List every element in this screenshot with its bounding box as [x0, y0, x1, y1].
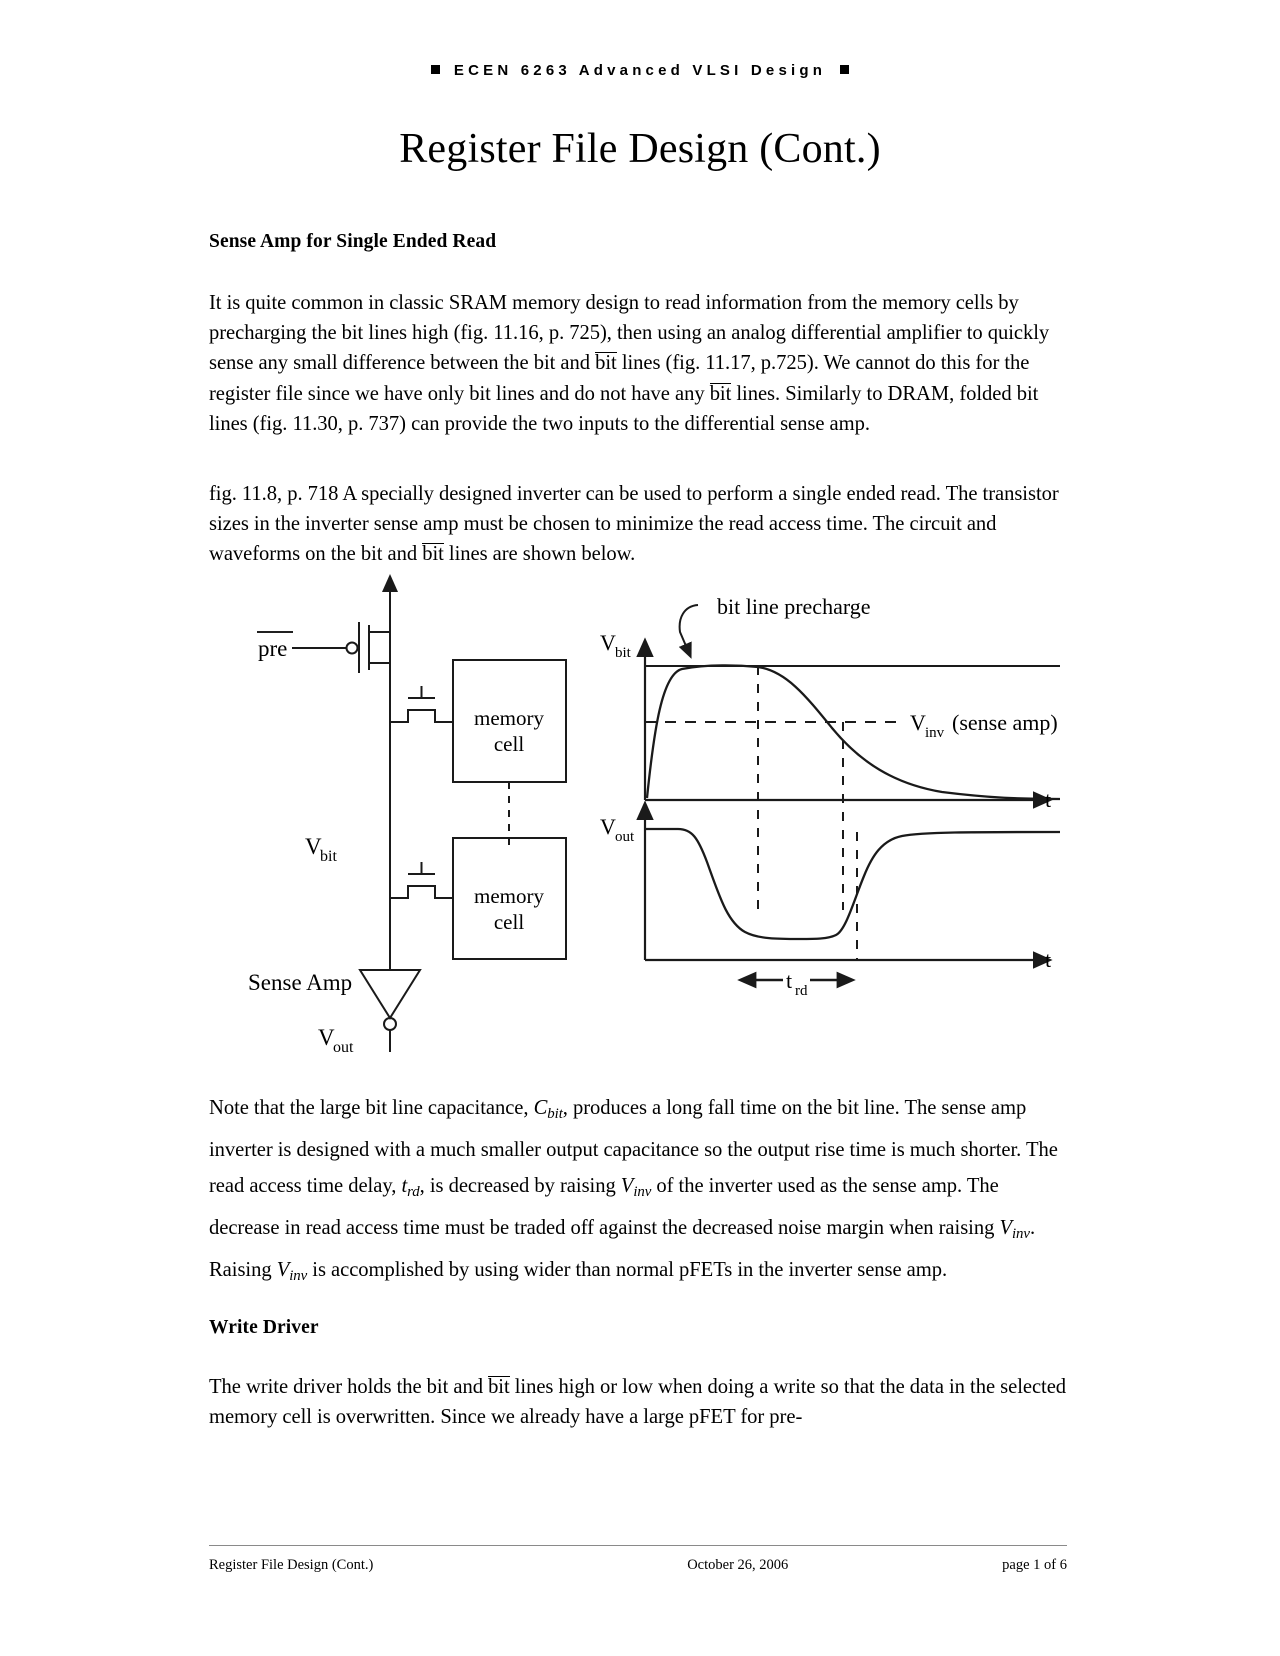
memory-cell-lower-line2: cell: [493, 910, 525, 934]
circuit-labels: [248, 632, 544, 1056]
footer-page-number: page 1 of 6: [1002, 1557, 1067, 1573]
t-rd-symbol: t: [401, 1175, 408, 1198]
section-heading-write-driver: Write Driver: [209, 1317, 319, 1338]
bit-bar-4: bit: [488, 1376, 510, 1398]
trd-label: t: [786, 968, 793, 993]
paragraph-capacitance: [209, 1090, 1067, 1295]
t-rd-subscript: rd: [407, 1184, 420, 1201]
page-title: Register File Design (Cont.): [399, 126, 881, 172]
vinv-label-sub: inv: [925, 725, 945, 741]
section-heading-sense-amp: Sense Amp for Single Ended Read: [209, 231, 497, 252]
p3-text-c: , is decreased by raising: [419, 1175, 621, 1198]
page-footer: [209, 1557, 1067, 1574]
p1-text-b: lines (fig. 11.17, p.725). We cannot do this for the register file since we have only bit lines and do not have any: [209, 352, 1030, 405]
v-inv-subscript-1: inv: [633, 1184, 652, 1201]
vout-circuit-label: V: [318, 1025, 335, 1050]
nfet-upper-sd-path: [390, 710, 453, 722]
figure-sense-amp-circuit-and-waveforms: [230, 570, 1090, 1080]
square-bullet-icon-left: [431, 65, 440, 74]
precharge-annotation-arrow: [680, 605, 698, 646]
p3-text-a: Note that the large bit line capacitance,: [209, 1097, 534, 1119]
v-inv-subscript-3: inv: [289, 1268, 308, 1285]
c-bit-subscript: bit: [547, 1106, 563, 1123]
pre-label: pre: [258, 636, 288, 661]
vout-waveform-curve: [645, 829, 1060, 939]
precharge-annotation-label: bit line precharge: [717, 594, 871, 619]
vinv-label: V: [910, 710, 926, 735]
paragraph-intro: [209, 288, 1067, 439]
vout-circuit-sub: out: [333, 1039, 354, 1056]
v-inv-symbol-2: V: [999, 1217, 1012, 1240]
bit-bar-3: bit: [422, 543, 444, 566]
running-header: [0, 62, 1280, 79]
time-axis-label-bottom: t: [1045, 947, 1052, 972]
p3-text-e: . Raising: [209, 1217, 1036, 1282]
p2-text-b: lines are shown below.: [443, 543, 636, 566]
running-header-text: ECEN 6263 Advanced VLSI Design: [453, 62, 827, 79]
p3-text-f: is accomplished by using wider than normal pFETs in the inverter sense amp.: [307, 1259, 948, 1282]
p4-text-a: The write driver holds the bit and: [209, 1376, 489, 1398]
footer-divider: [209, 1545, 1067, 1546]
memory-cell-upper-line2: cell: [493, 732, 525, 756]
p3-text-b: , produces a long fall time on the bit line. The sense amp inverter is designed with a much smaller output capacitance so the output rise time is much shorter. The read access time delay,: [209, 1097, 1058, 1198]
pfet-inversion-bubble: [347, 643, 358, 654]
trd-label-sub: rd: [795, 983, 808, 999]
vbit-axis-label: V: [600, 630, 616, 655]
nfet-lower-sd-path: [390, 886, 453, 898]
p1-text-a: It is quite common in classic SRAM memory design to read information from the memory cells by precharging the bit lines high (fig. 11.16, p. 725), then using an analog differential amplifier to quickly sense any small difference between the bit and: [209, 292, 1050, 375]
time-axis-label-top: t: [1045, 787, 1052, 812]
p2-text-a: fig. 11.8, p. 718 A specially designed inverter can be used to perform a single ended read. The transistor sizes in the inverter sense amp must be chosen to minimize the read access time. The circuit and waveforms on the bit and: [209, 483, 1059, 566]
bit-bar-2: bit: [709, 382, 732, 405]
v-inv-symbol-3: V: [276, 1259, 290, 1282]
memory-cell-lower-line1: memory: [474, 884, 544, 908]
paragraph-fig-118: [209, 479, 1067, 570]
memory-cell-upper-line1: memory: [474, 706, 544, 730]
footer-left: Register File Design (Cont.): [209, 1557, 374, 1573]
vout-axis-label-sub: out: [615, 829, 635, 845]
bit-bar-1: bit: [595, 352, 617, 375]
figure-svg: [230, 570, 1090, 1080]
c-bit-symbol: C: [533, 1097, 548, 1119]
p1-text-c: lines. Similarly to DRAM, folded bit lines (fig. 11.30, p. 737) can provide the two inputs to the differential sense amp.: [209, 382, 1039, 435]
sense-amp-label: Sense Amp: [248, 970, 353, 995]
v-inv-subscript-2: inv: [1011, 1226, 1030, 1243]
inverter-triangle: [360, 970, 420, 1018]
waveform-group: [600, 594, 1060, 999]
vbit-circuit-label: V: [305, 834, 322, 859]
footer-date: October 26, 2006: [687, 1557, 789, 1573]
p3-text-d: of the inverter used as the sense amp. The decrease in read access time must be traded off against the decreased noise margin when raising: [209, 1175, 1000, 1240]
square-bullet-icon-right: [840, 65, 849, 74]
vinv-label-tail: (sense amp): [952, 710, 1058, 735]
vout-axis-label: V: [600, 814, 616, 839]
vbit-circuit-sub: bit: [320, 848, 337, 865]
paragraph-write-driver: [209, 1372, 1067, 1432]
vbit-axis-label-sub: bit: [615, 645, 631, 661]
v-inv-symbol-1: V: [620, 1175, 634, 1198]
dashed-continuations: [390, 782, 509, 852]
p4-text-b: lines high or low when doing a write so that the data in the selected memory cell is overwritten. Since we already have a large pFET for pre-: [209, 1376, 1067, 1429]
